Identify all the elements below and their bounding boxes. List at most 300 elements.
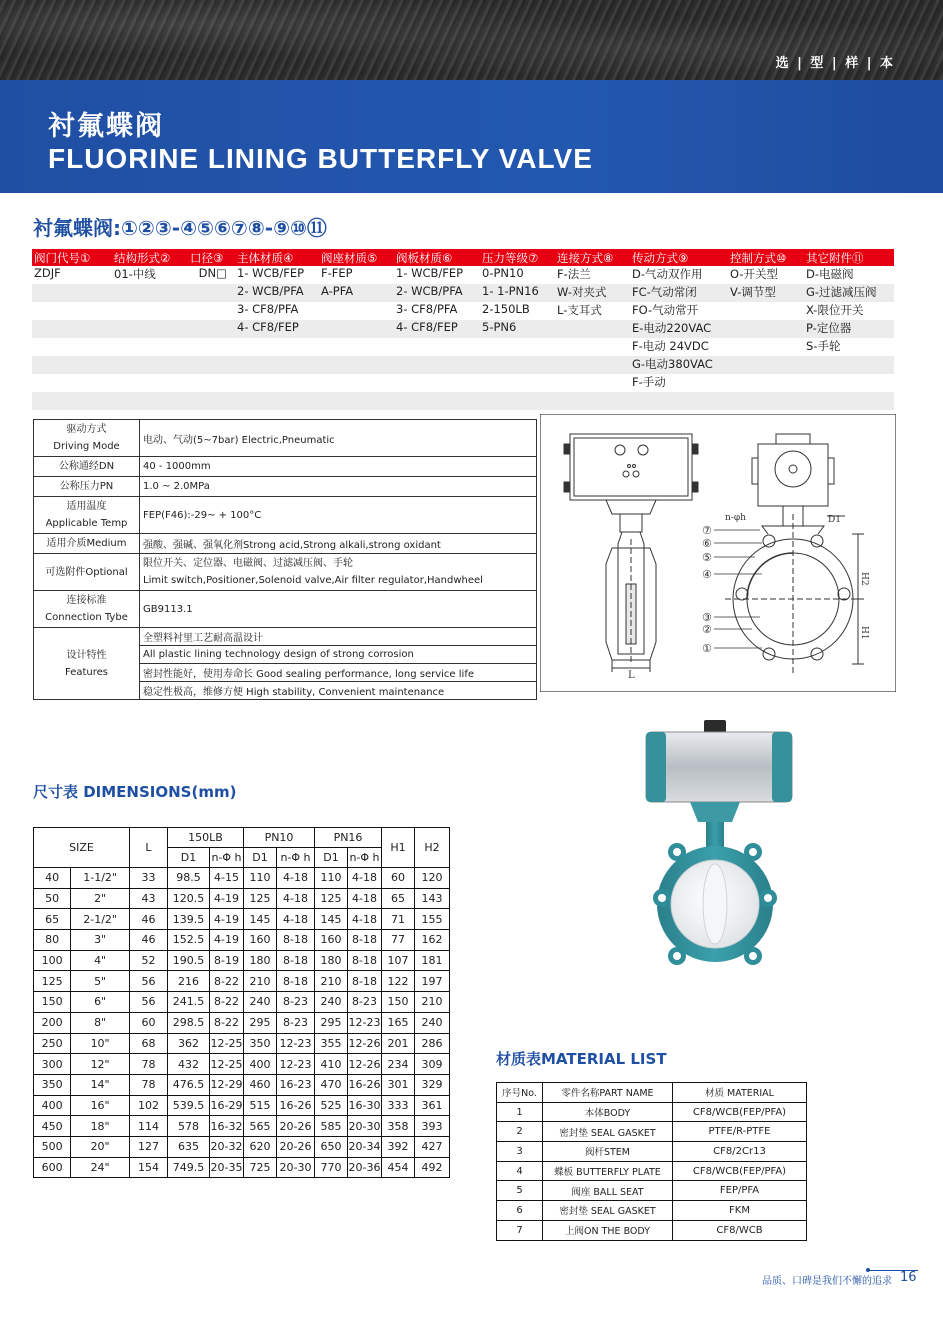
spec-cell: 4- CF8/FEP [394,320,480,338]
dim-cell: 298.5 [168,1012,210,1033]
spec-body [32,266,894,410]
spec-cell [32,374,112,392]
dim-cell: 4-18 [348,868,382,889]
dim-cell: 8-19 [210,950,244,971]
dim-cell: 525 [315,1095,348,1116]
spec-cell: ZDJF [34,266,61,280]
mat-cell: CF8/WCB(FEP/PFA) [673,1102,807,1122]
mat-cell: CF8/WCB(FEP/PFA) [673,1161,807,1181]
spec-cell: L-支耳式 [557,303,602,317]
dim-cell: 120 [415,868,450,889]
dim-cell: 329 [415,1074,450,1095]
param-row-temp [34,497,537,534]
dim-cell: 46 [130,930,168,951]
callout-4: ④ [702,568,712,581]
param-label-cn: 驱动方式 [66,424,107,435]
dim-cell: 300 [34,1054,71,1075]
mat-part-name: 密封垫 SEAL GASKET [543,1122,673,1142]
dim-cell: 139.5 [168,909,210,930]
spec-cell [555,338,630,356]
dim-body [34,868,450,1178]
callout-7: ⑦ [702,524,712,537]
dim-cell: 200 [34,1012,71,1033]
dim-cell: 20-35 [210,1157,244,1178]
table-row [34,888,450,909]
table-row [34,1136,450,1157]
dim-cell: 181 [415,950,450,971]
dim-cell: 565 [244,1116,277,1137]
dim-cell: 122 [382,971,415,992]
callout-5: ⑤ [702,551,712,564]
dim-cell: 197 [415,971,450,992]
spec-cell: X-限位开关 [806,303,864,317]
dim-header-h2: H2 [415,828,450,868]
dim-cell: 4-18 [277,868,315,889]
spec-cell [235,338,319,356]
dim-cell: 476.5 [168,1074,210,1095]
dim-cell: 635 [168,1136,210,1157]
param-value [140,554,537,591]
dim-cell: 16-32 [210,1116,244,1137]
table-row [497,1181,807,1201]
table-row [34,1116,450,1137]
spec-cell [32,302,112,320]
dim-cell: 410 [315,1054,348,1075]
spec-cell: 3- CF8/PFA [237,302,299,316]
dim-cell: 8-22 [210,971,244,992]
spec-cell [804,374,894,392]
dim-cell: 6" [71,992,130,1013]
mat-cell: 2 [497,1122,543,1142]
dim-header-d1: D1 [168,848,210,868]
dim-cell: 150 [34,992,71,1013]
spec-cell [112,338,188,356]
dim-cell: 155 [415,909,450,930]
spec-cell [555,356,630,374]
technical-drawing [540,414,896,692]
footer-slogan: 品质、口碑是我们不懈的追求 [762,1276,892,1287]
mat-part-name: 本体BODY [543,1102,673,1122]
mat-cell: CF8/WCB [673,1220,807,1240]
spec-cell [112,320,188,338]
spec-row [32,374,894,392]
parameter-table [33,419,537,700]
spec-cell [112,302,188,320]
dim-cell: 43 [130,888,168,909]
dim-cell: 8" [71,1012,130,1033]
dim-cell: 68 [130,1033,168,1054]
spec-header-row [32,249,894,266]
feature-item: All plastic lining technology design of strong corrosion [140,646,537,664]
dim-header-pn16: PN16 [315,828,382,848]
dim-cell: 78 [130,1054,168,1075]
spec-cell [112,284,188,302]
dim-cell: 8-23 [277,1012,315,1033]
spec-cell: W-对夹式 [555,284,630,302]
dim-cell: 20-26 [277,1136,315,1157]
mat-cell: CF8/2Cr13 [673,1142,807,1162]
dim-cell: 309 [415,1054,450,1075]
spec-cell: F-电动 24VDC [632,339,709,353]
dim-cell: 4-15 [210,868,244,889]
dim-cell: 241.5 [168,992,210,1013]
dim-cell: 24" [71,1157,130,1178]
table-row [497,1102,807,1122]
drawing-label-h2: H2 [859,572,869,586]
valve-photo [632,718,802,978]
code-heading: 衬氟蝶阀:①②③-④⑤⑥⑦⑧-⑨⑩⑪ [33,216,327,240]
dim-cell: 393 [415,1116,450,1137]
spec-cell [32,356,112,374]
dim-cell: 65 [382,888,415,909]
dim-cell: 110 [244,868,277,889]
spec-cell [188,284,235,302]
param-row-features [34,628,537,646]
dim-cell: 427 [415,1136,450,1157]
dim-cell: 240 [315,992,348,1013]
table-row [497,1122,807,1142]
mat-cell: 7 [497,1220,543,1240]
mat-part-name: 密封垫 SEAL GASKET [543,1201,673,1221]
table-row [34,1074,450,1095]
dim-cell: 8-18 [348,930,382,951]
dim-cell: 8-18 [277,930,315,951]
dim-cell: 450 [34,1116,71,1137]
dim-cell: 210 [415,992,450,1013]
dim-cell: 8-23 [348,992,382,1013]
callout-2: ② [702,623,712,636]
dim-cell: 2" [71,888,130,909]
dim-cell: 20-34 [348,1136,382,1157]
param-label-en: Features [65,666,108,678]
drawing-label-nphi: n-φh [725,513,746,523]
dim-cell: 50 [34,888,71,909]
dim-cell: 180 [315,950,348,971]
dim-cell: 162 [415,930,450,951]
spec-cell [394,356,480,374]
spec-cell: FC-气动常闭 [630,284,728,302]
dim-header-size: SIZE [34,828,130,868]
spec-header-cell: 传动方式⑨ [630,249,728,266]
table-row [497,1201,807,1221]
spec-cell [235,356,319,374]
spec-cell: F-FEP [321,266,353,280]
catalog-tag: 选 | 型 | 样 | 本 [775,56,895,71]
spec-row [32,356,894,374]
param-row-driving [34,420,537,457]
dim-cell: 40 [34,868,71,889]
param-label: 公称通经DN [34,457,140,477]
dim-cell: 12-23 [277,1054,315,1075]
drawing-label-h1: H1 [859,626,869,640]
param-label-en: Connection Tybe [45,612,128,623]
param-label [34,628,140,700]
spec-row [32,338,894,356]
spec-row [32,392,894,410]
dim-cell: 102 [130,1095,168,1116]
dim-header-d1: D1 [315,848,348,868]
dim-header-h1: H1 [382,828,415,868]
mat-header-cell: 零件名称PART NAME [543,1083,673,1103]
table-row [497,1220,807,1240]
param-value: 电动、气动(5~7bar) Electric,Pneumatic [140,420,537,457]
spec-cell [728,374,804,392]
dim-cell: 295 [315,1012,348,1033]
dim-cell: 145 [315,909,348,930]
table-row [34,868,450,889]
dim-cell: 578 [168,1116,210,1137]
param-label-cn: 连接标准 [66,595,107,606]
page-title-en: FLUORINE LINING BUTTERFLY VALVE [48,143,593,174]
param-label: 公称压力PN [34,477,140,497]
spec-row [32,302,894,320]
param-label [34,591,140,628]
dim-cell: 4-18 [348,888,382,909]
spec-cell [235,374,319,392]
param-label-en: Applicable Temp [45,518,128,529]
dim-cell: 725 [244,1157,277,1178]
spec-cell: 0-PN10 [482,266,524,280]
dim-cell: 152.5 [168,930,210,951]
dim-cell: 60 [382,868,415,889]
spec-cell [394,338,480,356]
dim-cell: 16-23 [277,1074,315,1095]
param-value-line: 限位开关、定位器、电磁阀、过滤减压阀、手轮 [143,558,353,569]
spec-cell [394,374,480,392]
spec-cell [319,302,394,320]
dim-cell: 4-19 [210,909,244,930]
dim-cell: 18" [71,1116,130,1137]
table-row [34,1095,450,1116]
dim-cell: 60 [130,1012,168,1033]
dim-cell: 8-23 [277,992,315,1013]
dimensions-heading: 尺寸表 DIMENSIONS(mm) [33,783,237,801]
spec-header-cell: 口径③ [188,249,235,266]
dim-cell: 125 [34,971,71,992]
mat-part-name: 阀座 BALL SEAT [543,1181,673,1201]
param-row-connection [34,591,537,628]
code-spec-table [32,249,894,410]
dim-cell: 65 [34,909,71,930]
dim-cell: 20-32 [210,1136,244,1157]
dim-cell: 12-26 [348,1054,382,1075]
spec-cell: S-手轮 [806,339,841,353]
mat-header-cell: 材质 MATERIAL [673,1083,807,1103]
dim-cell: 295 [244,1012,277,1033]
dim-cell: 71 [382,909,415,930]
callout-3: ③ [702,611,712,624]
dim-cell: 80 [34,930,71,951]
spec-cell [112,374,188,392]
dim-cell: 8-22 [210,1012,244,1033]
spec-cell: 5-PN6 [480,320,555,338]
dim-cell: 100 [34,950,71,971]
spec-cell: FO-气动常开 [632,303,699,317]
table-row [34,1012,450,1033]
spec-cell: 4- CF8/FEP [235,320,319,338]
dim-cell: 8-22 [210,992,244,1013]
page-number: 16 [900,1270,917,1285]
dim-header-l: L [130,828,168,868]
spec-cell [555,374,630,392]
spec-cell [32,284,112,302]
dim-cell: 14" [71,1074,130,1095]
dim-cell: 10" [71,1033,130,1054]
dim-cell: 20-36 [348,1157,382,1178]
dim-cell: 333 [382,1095,415,1116]
spec-cell: D-电磁阀 [806,267,854,281]
spec-cell [728,356,804,374]
callout-6: ⑥ [702,537,712,550]
dim-cell: 250 [34,1033,71,1054]
dim-header-nphi: n-Φ h [210,848,244,868]
dim-cell: 150 [382,992,415,1013]
table-row [34,992,450,1013]
mat-body [497,1102,807,1240]
dim-cell: 110 [315,868,348,889]
dim-cell: 216 [168,971,210,992]
mat-header-cell: 序号No. [497,1083,543,1103]
dim-cell: 20-30 [277,1157,315,1178]
materials-heading: 材质表MATERIAL LIST [496,1050,667,1068]
drawing-label-d1: D1 [828,515,841,525]
spec-header-cell: 连接方式⑧ [555,249,630,266]
spec-cell [188,356,235,374]
dim-cell: 20-26 [277,1116,315,1137]
spec-cell: G-过滤减压阀 [804,284,894,302]
dim-cell: 56 [130,971,168,992]
dim-cell: 240 [415,1012,450,1033]
dim-cell: 400 [34,1095,71,1116]
spec-cell [188,302,235,320]
dim-cell: 77 [382,930,415,951]
spec-cell [112,356,188,374]
dim-cell: 770 [315,1157,348,1178]
dim-cell: 3" [71,930,130,951]
mat-cell: 1 [497,1102,543,1122]
spec-cell [480,374,555,392]
dim-cell: 154 [130,1157,168,1178]
dim-cell: 400 [244,1054,277,1075]
spec-cell-empty [32,392,894,410]
dim-cell: 16-29 [210,1095,244,1116]
dim-cell: 4-18 [277,909,315,930]
spec-cell: 1- WCB/FEP [396,266,464,280]
dim-cell: 492 [415,1157,450,1178]
dim-cell: 98.5 [168,868,210,889]
table-row [497,1142,807,1162]
dim-header-nphi: n-Φ h [348,848,382,868]
param-label: 适用介质Medium [34,534,140,554]
table-row [34,1033,450,1054]
mat-cell: FKM [673,1201,807,1221]
spec-cell [188,320,235,338]
dim-cell: 52 [130,950,168,971]
spec-cell: 01-中线 [114,267,156,281]
mat-cell: 5 [497,1181,543,1201]
dim-cell: 4-19 [210,888,244,909]
dim-cell: 392 [382,1136,415,1157]
mat-cell: PTFE/R-PTFE [673,1122,807,1142]
dim-cell: 460 [244,1074,277,1095]
dim-cell: 2-1/2" [71,909,130,930]
dim-cell: 301 [382,1074,415,1095]
materials-table [496,1082,807,1241]
spec-cell: 2-150LB [482,302,530,316]
spec-cell [804,356,894,374]
dim-cell: 12-25 [210,1054,244,1075]
spec-cell [555,320,630,338]
spec-cell: P-定位器 [804,320,894,338]
spec-header-cell: 结构形式② [112,249,188,266]
spec-header-cell: 阀门代号① [32,249,112,266]
spec-cell [319,338,394,356]
mat-cell: FEP/PFA [673,1181,807,1201]
spec-cell: D-气动双作用 [632,267,703,281]
dim-cell: 286 [415,1033,450,1054]
dim-cell: 8-18 [348,950,382,971]
page-title-cn: 衬氟蝶阀 [48,111,164,142]
dim-cell: 362 [168,1033,210,1054]
dim-cell: 46 [130,909,168,930]
dim-cell: 127 [130,1136,168,1157]
table-row [497,1161,807,1181]
table-row [34,950,450,971]
param-value: FEP(F46):-29~ + 100°C [140,497,537,534]
param-label [34,497,140,534]
spec-row [32,284,894,302]
dim-cell: 539.5 [168,1095,210,1116]
dim-cell: 210 [244,971,277,992]
dim-cell: 12-23 [277,1033,315,1054]
spec-cell: G-电动380VAC [630,356,728,374]
spec-header-cell: 压力等级⑦ [480,249,555,266]
mat-part-name: 蝶板 BUTTERFLY PLATE [543,1161,673,1181]
spec-cell [480,338,555,356]
spec-cell: 2- WCB/PFA [235,284,319,302]
table-row [34,1157,450,1178]
spec-cell: O-开关型 [730,267,779,281]
spec-cell [319,356,394,374]
dim-cell: 20" [71,1136,130,1157]
dim-cell: 165 [382,1012,415,1033]
dim-cell: 4" [71,950,130,971]
table-row [34,909,450,930]
spec-cell: 3- CF8/PFA [396,302,458,316]
dim-cell: 16-30 [348,1095,382,1116]
dim-cell: 470 [315,1074,348,1095]
spec-cell [188,338,235,356]
table-row [34,1054,450,1075]
param-value-line: Limit switch,Positioner,Solenoid valve,Air filter regulator,Handwheel [143,575,483,586]
mat-cell: 6 [497,1201,543,1221]
spec-header-cell: 阀板材质⑥ [394,249,480,266]
mat-part-name: 上阀ON THE BODY [543,1220,673,1240]
spec-cell: 1- 1-PN16 [480,284,555,302]
spec-cell [728,320,804,338]
dim-cell: 16-26 [277,1095,315,1116]
param-row-pn [34,477,537,497]
dim-cell: 20-30 [348,1116,382,1137]
dim-cell: 8-18 [348,971,382,992]
dim-cell: 350 [244,1033,277,1054]
dim-header-nphi: n-Φ h [277,848,315,868]
dim-cell: 355 [315,1033,348,1054]
dim-cell: 160 [315,930,348,951]
dim-cell: 107 [382,950,415,971]
param-row-medium [34,534,537,554]
param-label [34,420,140,457]
